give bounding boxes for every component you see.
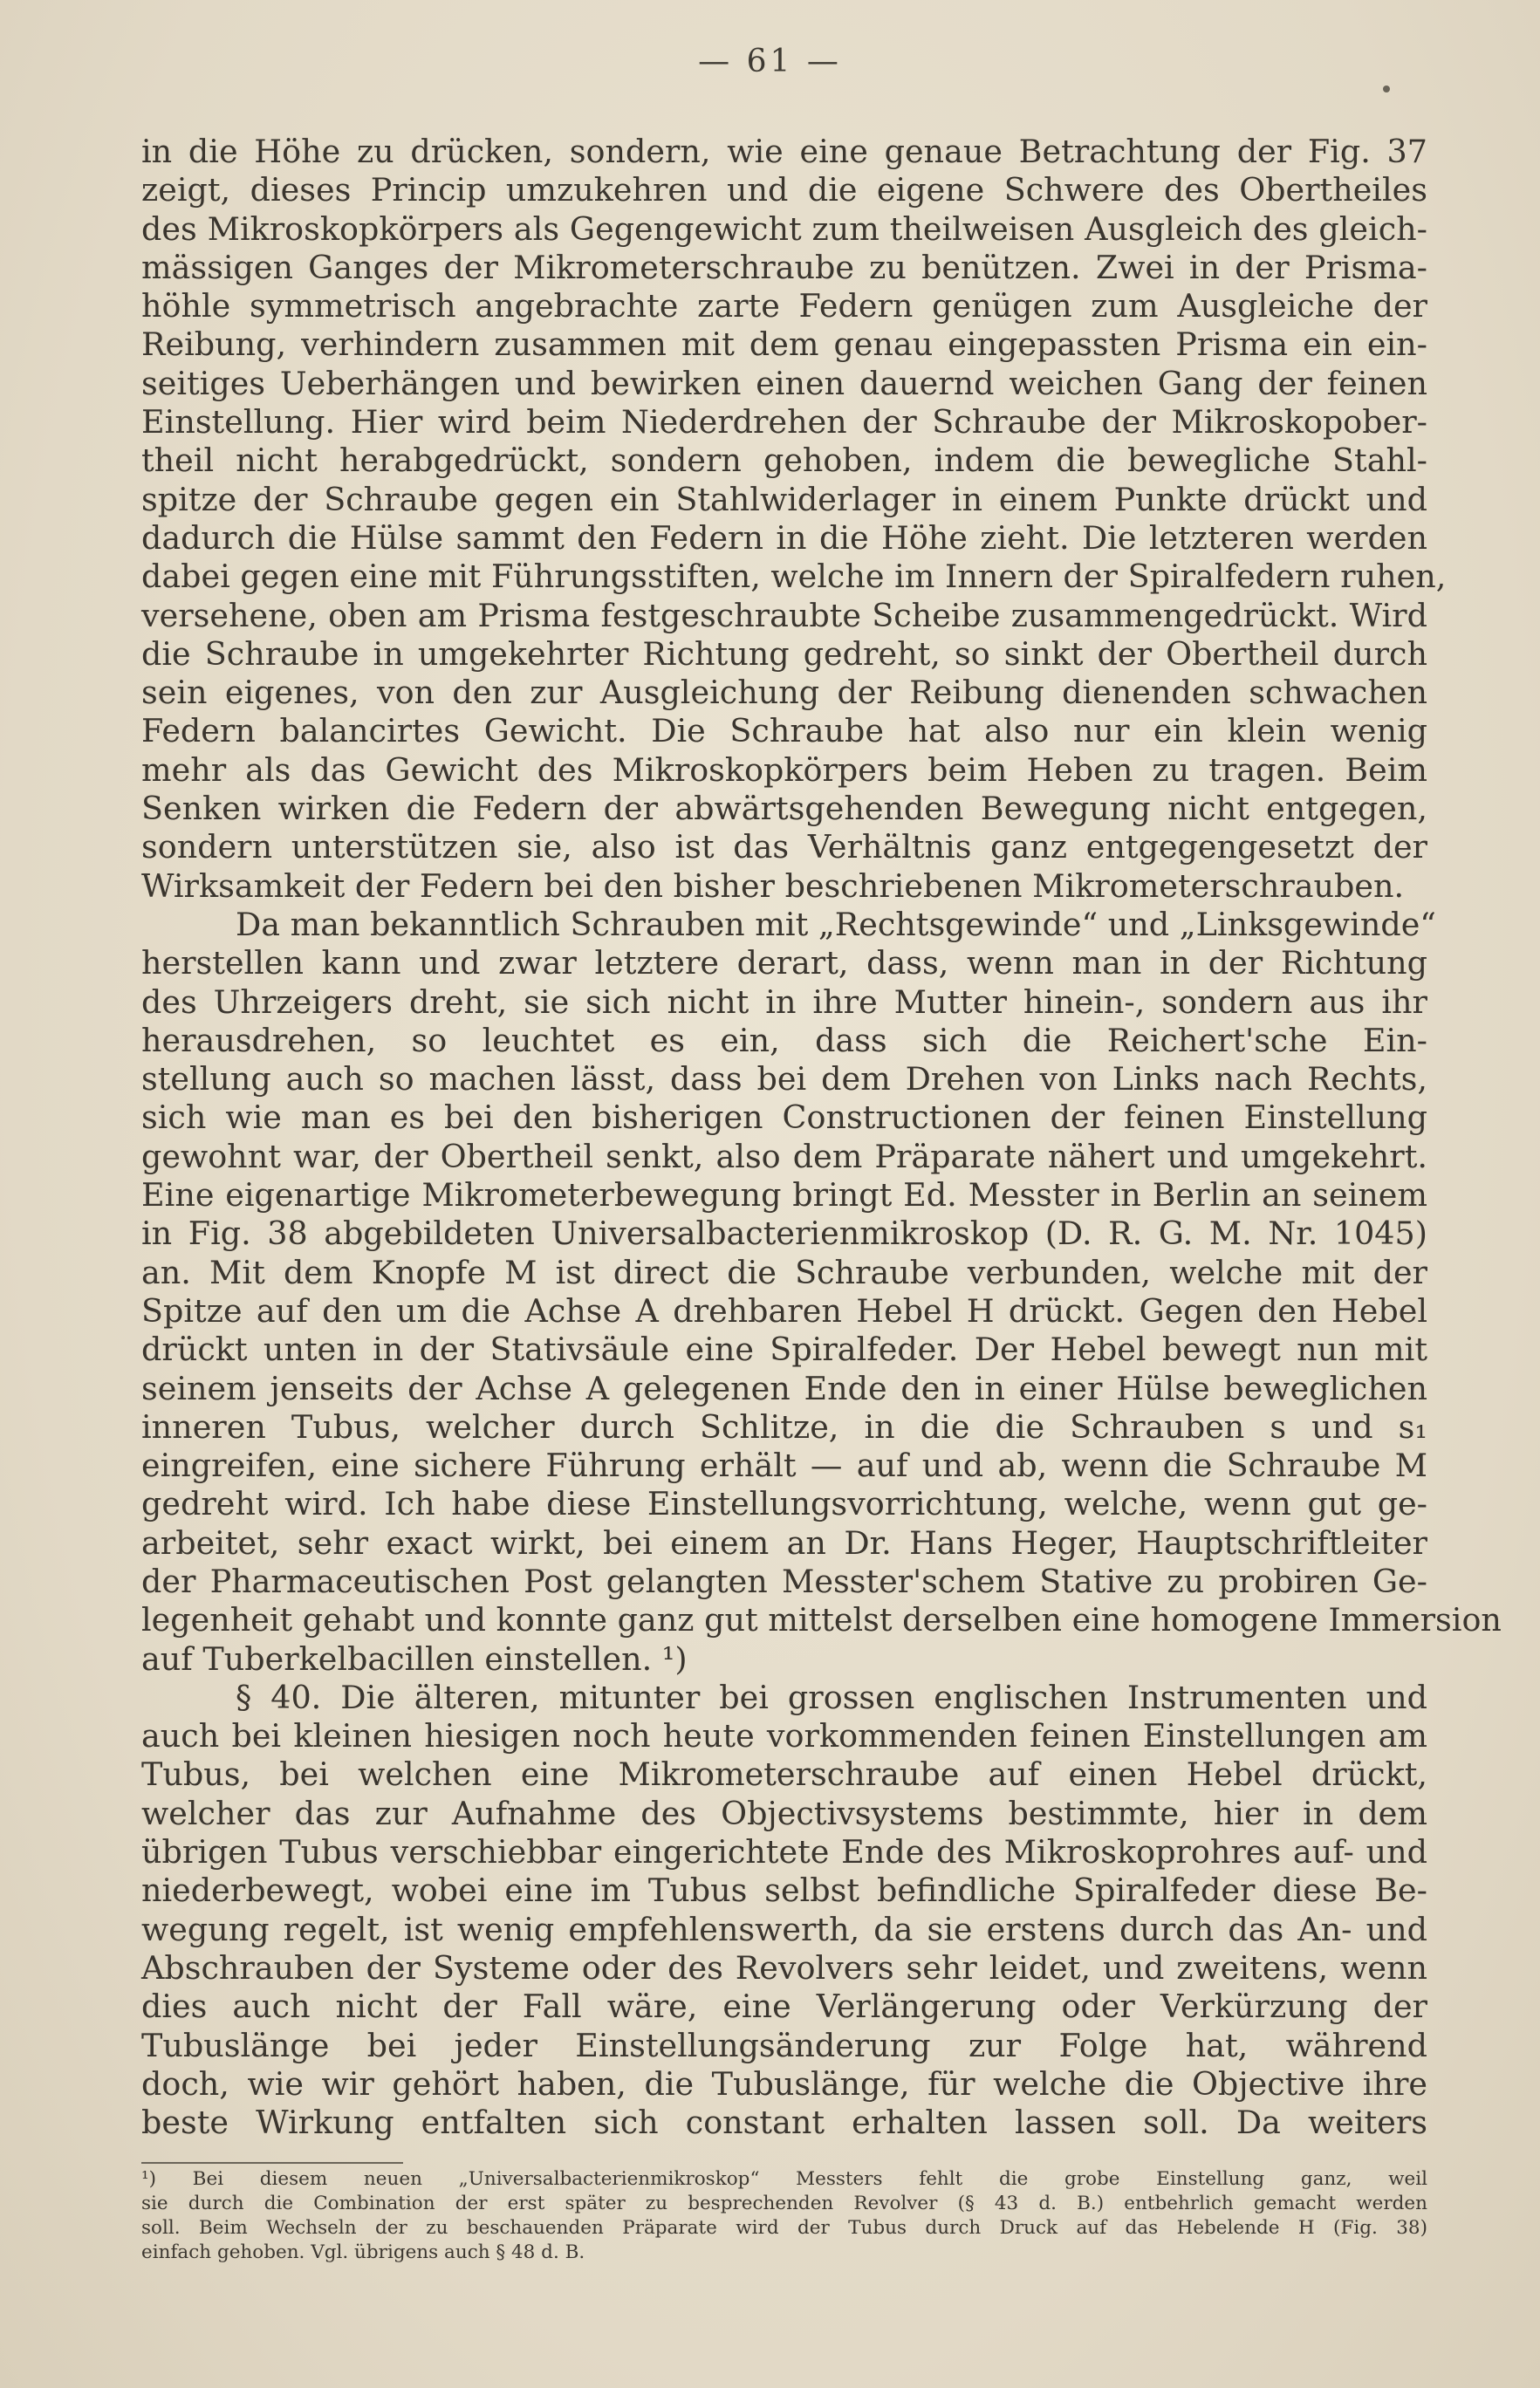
text-line: Senken wirken die Federn der abwärtsgehenden Bewegung nicht entgegen, [141,790,1427,828]
text-line: Reibung, verhindern zusammen mit dem genau eingepassten Prisma ein ein- [141,325,1427,364]
text-line: welcher das zur Aufnahme des Objectivsystems bestimmte, hier in dem [141,1794,1427,1832]
text-line: sondern unterstützen sie, also ist das Verhältnis ganz entgegengesetzt der [141,828,1427,866]
text-line: niederbewegt, wobei eine im Tubus selbst befindliche Spiralfeder diese Be- [141,1871,1427,1910]
footnote-line: ¹) Bei diesem neuen „Universalbacterienmikroskop“ Messters fehlt die grobe Einstellung ganz, weil [141,2168,1427,2190]
footnotes [141,2167,1427,2265]
text-line: dabei gegen eine mit Führungsstiften, welche im Innern der Spiralfedern ruhen, [141,558,1447,596]
text-line: des Mikroskopkörpers als Gegengewicht zum theilweisen Ausgleich des gleich- [141,209,1427,248]
page-number: — 61 — [698,44,842,79]
text-line: theil nicht herabgedrückt, sondern gehoben, indem die bewegliche Stahl- [141,441,1427,480]
footnote-line: sie durch die Combination der erst später zu besprechenden Revolver (§ 43 d. B.) entbehrlich gemacht werden [141,2193,1427,2214]
text-line: seitiges Ueberhängen und bewirken einen dauernd weichen Gang der feinen [141,364,1427,402]
text-line: stellung auch so machen lässt, dass bei dem Drehen von Links nach Rechts, [141,1060,1427,1098]
text-line: des Uhrzeigers dreht, sie sich nicht in ihre Mutter hinein-, sondern aus ihr [141,982,1427,1021]
text-line: beste Wirkung entfalten sich constant erhalten lassen soll. Da weiters [141,2104,1427,2142]
text-line: gewohnt war, der Obertheil senkt, also dem Präparate nähert und umgekehrt. [141,1137,1427,1175]
text-line: Tubus, bei welchen eine Mikrometerschraube auf einen Hebel drückt, [141,1755,1427,1794]
text-line: drückt unten in der Stativsäule eine Spiralfeder. Der Hebel bewegt nun mit [141,1331,1427,1369]
text-line: mässigen Ganges der Mikrometerschraube zu benützen. Zwei in der Prisma- [141,248,1427,286]
text-line: Abschrauben der Systeme oder des Revolvers sehr leidet, und zweitens, wenn [141,1948,1427,1987]
text-line: gedreht wird. Ich habe diese Einstellungsvorrichtung, welche, wenn gut ge- [141,1485,1427,1523]
text-line: inneren Tubus, welcher durch Schlitze, in die die Schrauben s und s₁ [141,1407,1427,1446]
text-line: in Fig. 38 abgebildeten Universalbacterienmikroskop (D. R. G. M. Nr. 1045) [141,1215,1427,1253]
text-line: spitze der Schraube gegen ein Stahlwiderlager in einem Punkte drückt und [141,480,1427,518]
text-line: Einstellung. Hier wird beim Niederdrehen der Schraube der Mikroskopober- [141,403,1427,441]
paragraph-first-line: Da man bekanntlich Schrauben mit „Rechtsgewinde“ und „Linksgewinde“ [236,905,1436,943]
text-line: die Schraube in umgekehrter Richtung gedreht, so sinkt der Obertheil durch [141,634,1427,673]
text-line: doch, wie wir gehört haben, die Tubuslänge, für welche die Objective ihre [141,2064,1427,2103]
text-line: auf Tuberkelbacillen einstellen. ¹) [141,1639,688,1678]
text-line: sich wie man es bei den bisherigen Constructionen der feinen Einstellung [141,1098,1427,1137]
text-line: wegung regelt, ist wenig empfehlenswerth, da sie erstens durch das An- und [141,1910,1427,1948]
text-line: zeigt, dieses Princip umzukehren und die eigene Schwere des Obertheiles [141,171,1427,209]
text-line: übrigen Tubus verschiebbar eingerichtete Ende des Mikroskoprohres auf- und [141,1833,1427,1871]
text-line: höhle symmetrisch angebrachte zarte Federn genügen zum Ausgleiche der [141,287,1427,325]
footnote-line: einfach gehoben. Vgl. übrigens auch § 48 d. B. [141,2241,585,2263]
text-line: in die Höhe zu drücken, sondern, wie eine genaue Betrachtung der Fig. 37 [141,133,1427,170]
text-line: dadurch die Hülse sammt den Federn in die Höhe zieht. Die letzteren werden [141,518,1427,557]
text-line: Spitze auf den um die Achse A drehbaren Hebel H drückt. Gegen den Hebel [141,1291,1427,1330]
text-line: legenheit gehabt und konnte ganz gut mittelst derselben eine homogene Immersion [141,1601,1502,1639]
text-line: Wirksamkeit der Federn bei den bisher beschriebenen Mikrometerschrauben. [141,866,1405,905]
section-heading-line: § 40. Die älteren, mitunter bei grossen englischen Instrumenten und [236,1678,1427,1716]
footnote-divider [141,2162,403,2164]
text-line: seinem jenseits der Achse A gelegenen Ende den in einer Hülse beweglichen [141,1369,1427,1407]
text-line: an. Mit dem Knopfe M ist direct die Schraube verbunden, welche mit der [141,1253,1427,1291]
text-line: arbeitet, sehr exact wirkt, bei einem an Dr. Hans Heger, Hauptschriftleiter [141,1523,1427,1562]
text-line: versehene, oben am Prisma festgeschraubte Scheibe zusammengedrückt. Wird [141,596,1427,634]
print-speck [1383,86,1390,92]
text-line: Federn balancirtes Gewicht. Die Schraube hat also nur ein klein wenig [141,712,1427,750]
text-line: herausdrehen, so leuchtet es ein, dass sich die Reichert'sche Ein- [141,1021,1427,1059]
text-line: herstellen kann und zwar letztere derart, dass, wenn man in der Richtung [141,944,1427,982]
text-line: Eine eigenartige Mikrometerbewegung bringt Ed. Messter in Berlin an seinem [141,1176,1427,1215]
text-line: der Pharmaceutischen Post gelangten Messter'schem Stative zu probiren Ge- [141,1562,1427,1600]
body-text [141,133,1502,2142]
text-line: auch bei kleinen hiesigen noch heute vorkommenden feinen Einstellungen am [141,1717,1427,1755]
text-line: Tubuslänge bei jeder Einstellungsänderung zur Folge hat, während [141,2026,1427,2064]
text-line: sein eigenes, von den zur Ausgleichung der Reibung dienenden schwachen [141,674,1427,712]
text-line: eingreifen, eine sichere Führung erhält — auf und ab, wenn die Schraube M [141,1447,1427,1485]
text-line: mehr als das Gewicht des Mikroskopkörpers beim Heben zu tragen. Beim [141,750,1427,789]
footnote-line: soll. Beim Wechseln der zu beschauenden Präparate wird der Tubus durch Druck auf das Hebelende H (Fig. 38) [141,2217,1427,2239]
text-line: dies auch nicht der Fall wäre, eine Verlängerung oder Verkürzung der [141,1988,1427,2026]
